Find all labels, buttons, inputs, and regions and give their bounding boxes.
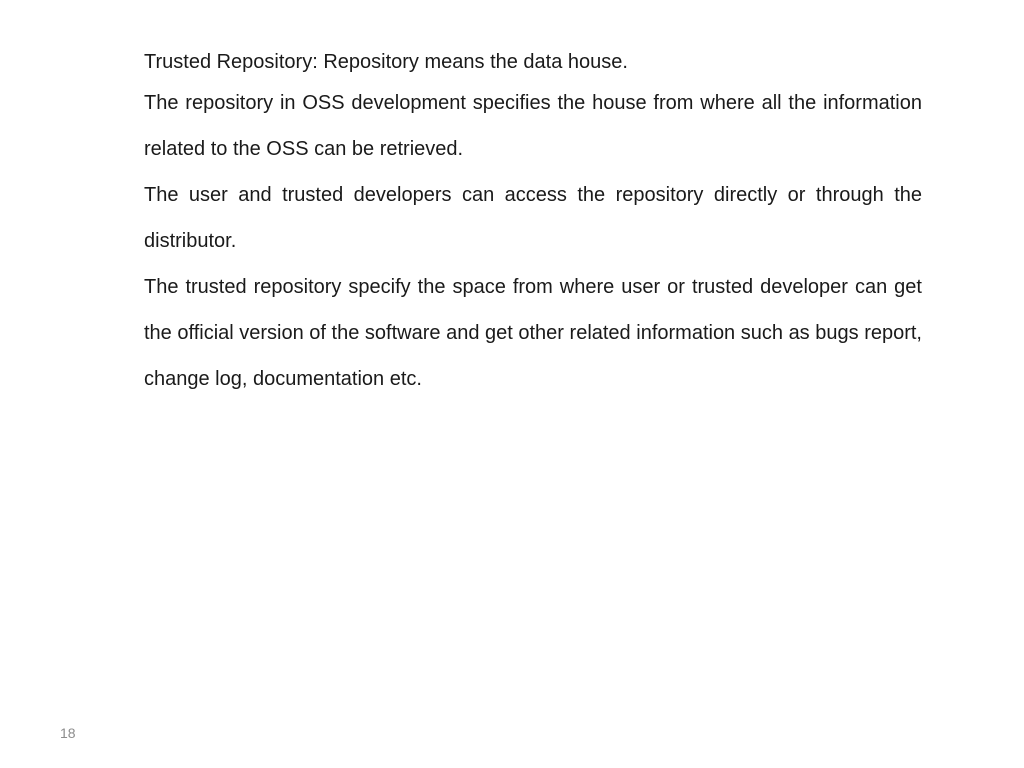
paragraph-heading: Trusted Repository: Repository means the data house. [144,51,628,73]
slide-number: 18 [60,725,76,741]
paragraph-trusted-repository: The trusted repository specify the space from where user or trusted developer can get the official version of the software and get other related information such as bugs report, change log, documentation etc. [144,276,922,390]
paragraph-access: The user and trusted developers can access the repository directly or through the distributor. [144,184,922,252]
paragraph-repository-definition: The repository in OSS development specifies the house from where all the information related to the OSS can be retrieved. [144,92,922,160]
slide-body [144,44,922,402]
